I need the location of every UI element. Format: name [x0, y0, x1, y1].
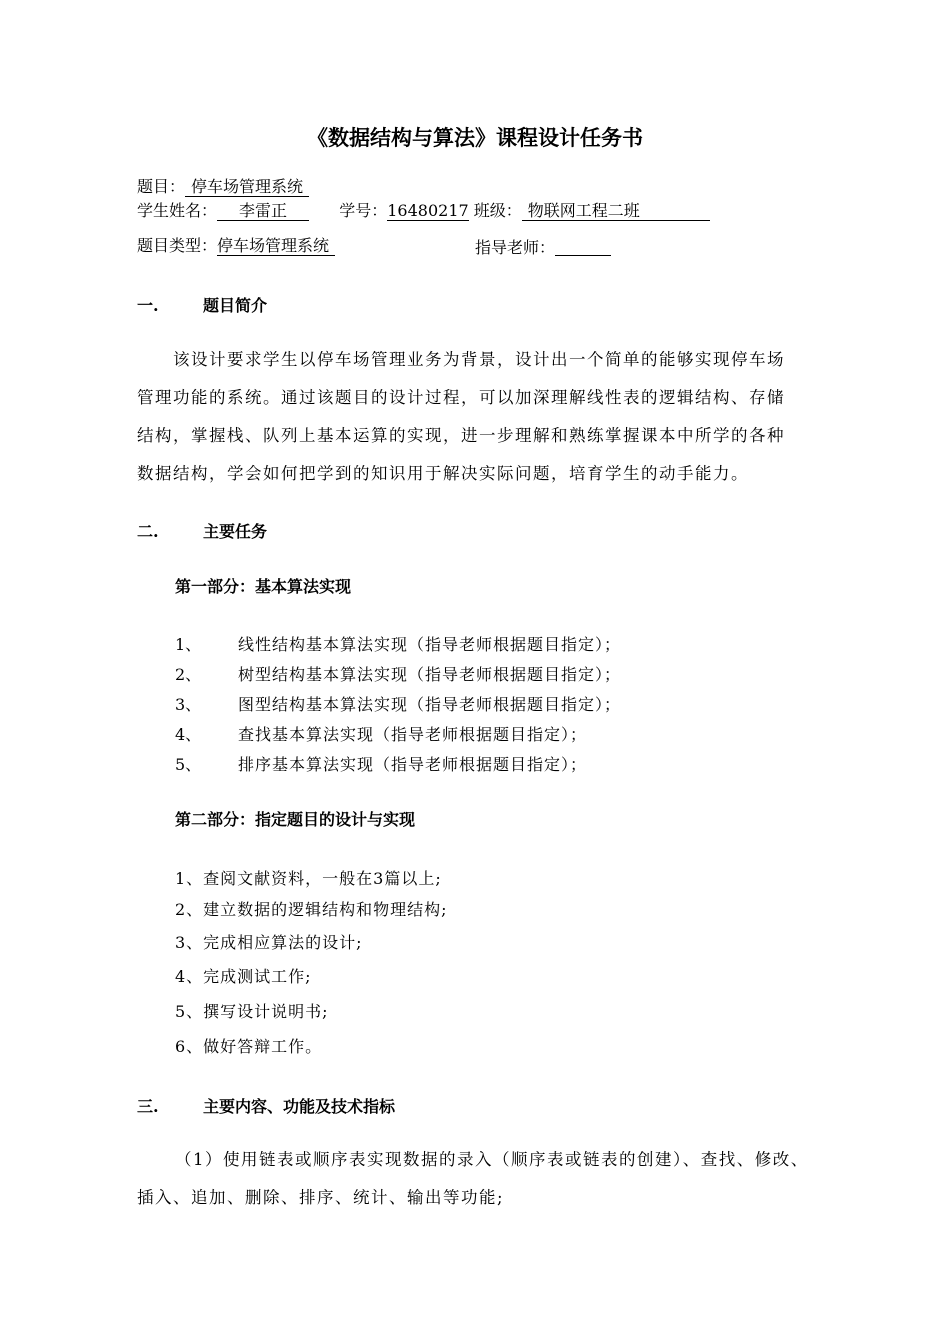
intro-line-3: 结构，掌握栈、队列上基本运算的实现，进一步理解和熟练掌握课本中所学的各种 [137, 426, 785, 445]
part-2-item: 3、完成相应算法的设计; [175, 933, 363, 952]
type-label: 题目类型： [137, 236, 218, 255]
student-label: 学生姓名： [137, 201, 218, 220]
part-1-item-text: 图型结构基本算法实现（指导老师根据题目指定）； [238, 695, 622, 714]
type-value: 停车场管理系统 [217, 238, 335, 256]
part-1-item-num: 2、 [175, 665, 202, 684]
section-2-number: 二. [137, 522, 159, 541]
document-title: 《数据结构与算法》课程设计任务书 [307, 125, 643, 150]
student-row [137, 203, 710, 221]
class-value: 物联网工程二班 [522, 203, 710, 221]
type-row [137, 238, 335, 256]
part-2-item: 6、做好答辩工作。 [175, 1037, 323, 1056]
section-3-title: 主要内容、功能及技术指标 [203, 1097, 396, 1116]
topic-label: 题目： [137, 177, 186, 196]
advisor-label: 指导老师： [475, 238, 556, 257]
content-line-1: （1）使用链表或顺序表实现数据的录入（顺序表或链表的创建）、查找、修改、 [175, 1150, 809, 1169]
part-2-title: 第二部分：指定题目的设计与实现 [175, 810, 416, 829]
part-2-item: 2、建立数据的逻辑结构和物理结构; [175, 900, 448, 919]
part-1-item-num: 4、 [175, 725, 202, 744]
part-1-item-num: 5、 [175, 755, 202, 774]
part-1-item-text: 树型结构基本算法实现（指导老师根据题目指定）； [238, 665, 622, 684]
part-1-item-text: 查找基本算法实现（指导老师根据题目指定）； [238, 725, 588, 744]
student-id-label: 学号： [339, 201, 388, 220]
part-1-item-num: 1、 [175, 635, 202, 654]
intro-line-4: 数据结构，学会如何把学到的知识用于解决实际问题，培育学生的动手能力。 [137, 464, 749, 483]
advisor-row [475, 238, 611, 256]
intro-line-2: 管理功能的系统。通过该题目的设计过程，可以加深理解线性表的逻辑结构、存储 [137, 388, 785, 407]
section-3-number: 三. [137, 1097, 159, 1116]
topic-value: 停车场管理系统 [185, 179, 309, 197]
section-1-title: 题目简介 [203, 296, 268, 315]
advisor-blank [555, 238, 611, 256]
student-id-value: 16480217 [387, 201, 469, 220]
topic-row [137, 179, 309, 197]
part-2-item: 4、完成测试工作; [175, 967, 312, 986]
part-1-item-text: 线性结构基本算法实现（指导老师根据题目指定）； [238, 635, 622, 654]
intro-line-1: 该设计要求学生以停车场管理业务为背景，设计出一个简单的能够实现停车场 [173, 350, 785, 369]
part-1-item-text: 排序基本算法实现（指导老师根据题目指定）； [238, 755, 588, 774]
student-name-value: 李雷正 [217, 203, 309, 221]
part-1-title: 第一部分：基本算法实现 [175, 577, 352, 596]
section-1-number: 一. [137, 296, 159, 315]
content-line-2: 插入、追加、删除、排序、统计、输出等功能; [137, 1188, 505, 1207]
part-2-item: 5、撰写设计说明书; [175, 1002, 329, 1021]
part-1-item-num: 3、 [175, 695, 202, 714]
part-2-item: 1、查阅文献资料，一般在3篇以上; [175, 869, 442, 888]
section-2-title: 主要任务 [203, 522, 268, 541]
class-label: 班级： [473, 201, 522, 220]
